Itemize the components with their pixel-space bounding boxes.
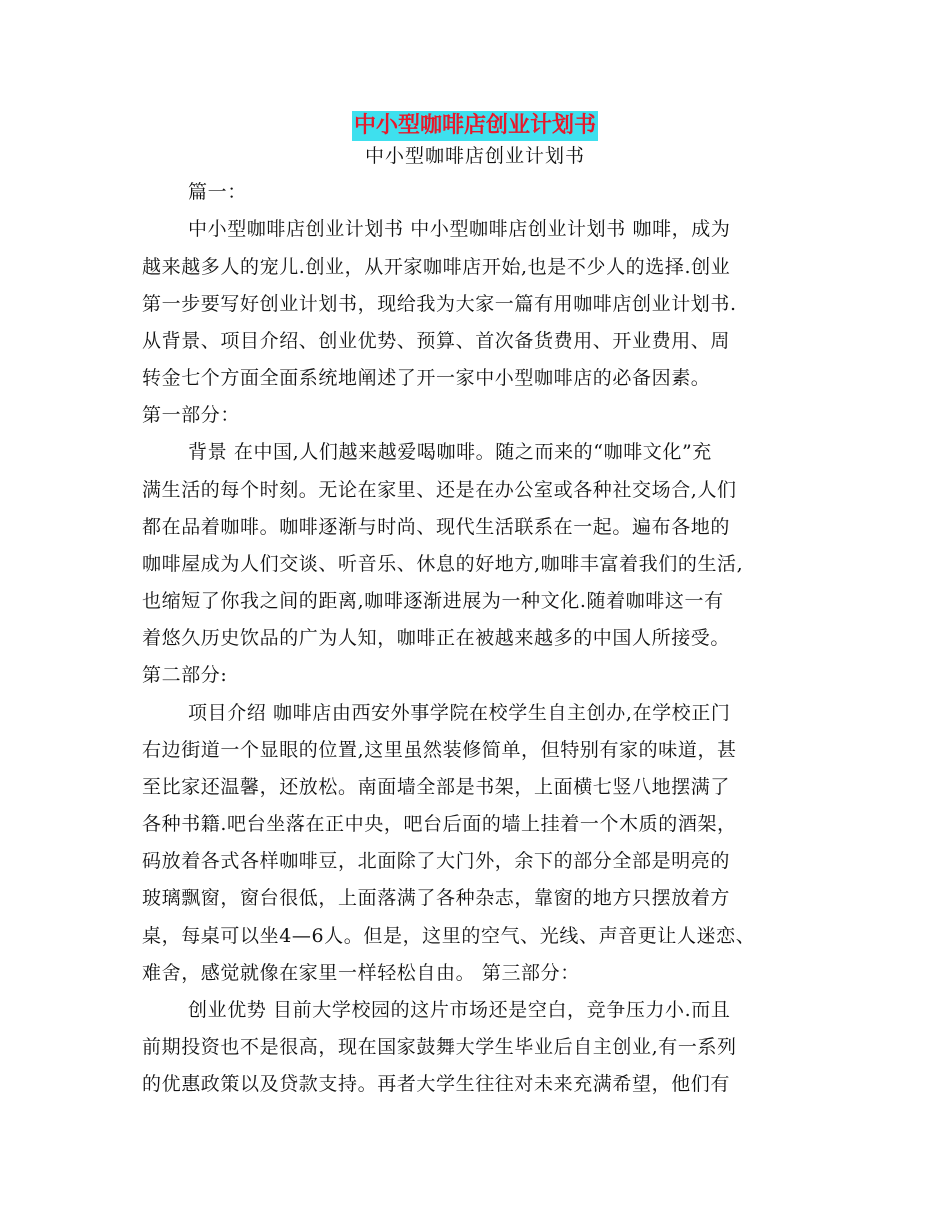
paragraph-line: 项目介绍 咖啡店由西安外事学院在校学生自主创办,在学校正门: [188, 702, 731, 724]
paragraph-line: 桌，每桌可以坐4—6人。但是，这里的空气、光线、声音更让人迷恋、: [142, 925, 756, 947]
paragraph-line: 转金七个方面全面系统地阐述了开一家中小型咖啡店的必备因素。: [142, 367, 711, 389]
paragraph-line: 前期投资也不是很高，现在国家鼓舞大学生毕业后自主创业,有一系列: [142, 1036, 737, 1058]
paragraph-line: 从背景、项目介绍、创业优势、预算、首次备货费用、开业费用、周: [142, 330, 731, 352]
paragraph-line: 中小型咖啡店创业计划书 中小型咖啡店创业计划书 咖啡，成为: [188, 218, 731, 240]
paragraph-line: 的优惠政策以及贷款支持。再者大学生往往对未来充满希望，他们有: [142, 1073, 731, 1095]
paragraph-line: 至比家还温馨，还放松。南面墙全部是书架，上面横七竖八地摆满了: [142, 776, 731, 798]
paragraph-line: 都在品着咖啡。咖啡逐渐与时尚、现代生活联系在一起。遍布各地的: [142, 516, 731, 538]
title-container: [0, 111, 950, 141]
section-label: 篇一：: [188, 181, 247, 203]
section-heading: 第一部分：: [142, 404, 241, 426]
section-heading: 第二部分:: [142, 664, 228, 686]
paragraph-line: 着悠久历史饮品的广为人知，咖啡正在被越来越多的中国人所接受。: [142, 627, 731, 649]
paragraph-line: 背景 在中国,人们越来越爱喝咖啡。随之而来的“咖啡文化”充: [188, 441, 712, 463]
paragraph-line: 右边街道一个显眼的位置,这里虽然装修简单，但特别有家的味道，甚: [142, 739, 737, 761]
document-subtitle: 中小型咖啡店创业计划书: [364, 145, 585, 167]
paragraph-line: 第一步要写好创业计划书，现给我为大家一篇有用咖啡店创业计划书.: [142, 293, 737, 315]
paragraph-line: 咖啡屋成为人们交谈、听音乐、休息的好地方,咖啡丰富着我们的生活,: [142, 553, 744, 575]
paragraph-line: 满生活的每个时刻。无论在家里、还是在办公室或各种社交场合,人们: [142, 479, 737, 501]
document-title: 中小型咖啡店创业计划书: [352, 111, 598, 141]
paragraph-line: 难舍，感觉就像在家里一样轻松自由。 第三部分：: [142, 962, 580, 984]
paragraph-line: 各种书籍.吧台坐落在正中央，吧台后面的墙上挂着一个木质的酒架，: [142, 813, 737, 835]
paragraph-line: 也缩短了你我之间的距离,咖啡逐渐进展为一种文化.随着咖啡这一有: [142, 590, 724, 612]
paragraph-line: 创业优势 目前大学校园的这片市场还是空白，竞争压力小.而且: [188, 999, 731, 1021]
paragraph-line: 玻璃飘窗，窗台很低，上面落满了各种杂志，靠窗的地方只摆放着方: [142, 887, 731, 909]
paragraph-line: 越来越多人的宠儿.创业，从开家咖啡店开始,也是不少人的选择.创业: [142, 256, 731, 278]
paragraph-line: 码放着各式各样咖啡豆，北面除了大门外，余下的部分全部是明亮的: [142, 850, 731, 872]
